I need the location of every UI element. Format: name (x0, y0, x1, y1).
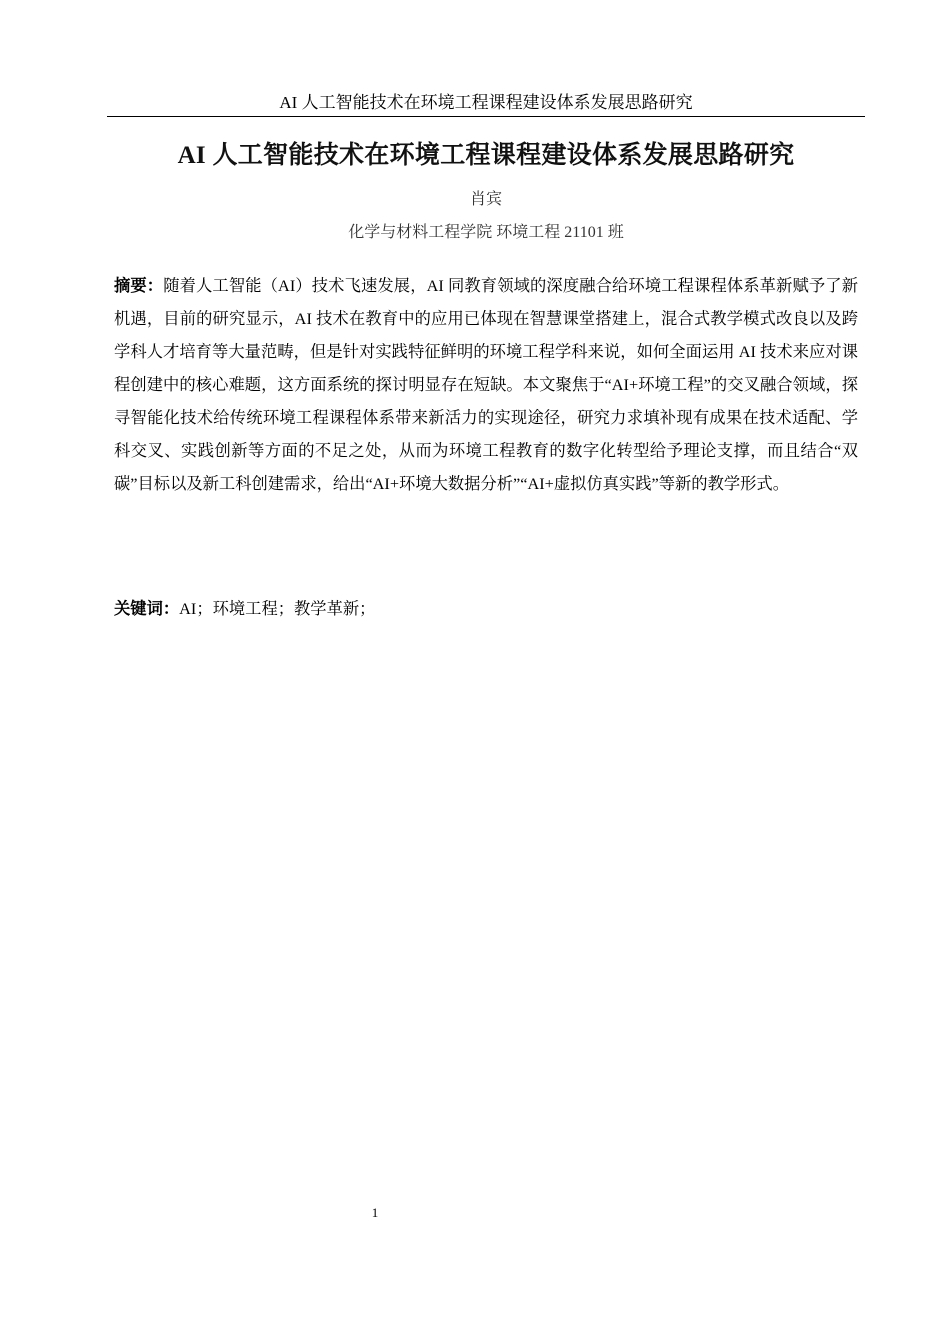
keywords-text: AI；环境工程；教学革新； (179, 599, 376, 618)
author-affiliation: 化学与材料工程学院 环境工程 21101 班 (348, 224, 624, 241)
header-rule (107, 116, 865, 117)
keywords-label: 关键词： (114, 599, 180, 618)
author-name: 肖宾 (469, 191, 502, 208)
running-header: AI 人工智能技术在环境工程课程建设体系发展思路研究 (279, 93, 693, 112)
keywords-line (114, 592, 858, 625)
abstract-paragraph (114, 269, 858, 500)
page-number: 1 (371, 1205, 379, 1220)
abstract-label: 摘要： (114, 276, 164, 295)
abstract-text: 随着人工智能（AI）技术飞速发展，AI 同教育领域的深度融合给环境工程课程体系革新赋予了新机遇，目前的研究显示，AI 技术在教育中的应用已体现在智慧课堂搭建上，混合式教学模式改良以及跨学科人才培育等大量范畴，但是针对实践特征鲜明的环境工程学科来说，如何全面运用 AI 技术来应对课程创建中的核心难题，这方面系统的探讨明显存在短缺。本文聚焦于“AI+环境工程”的交叉融合领域，探寻智能化技术给传统环境工程课程体系带来新活力的实现途径，研究力求填补现有成果在技术适配、学科交叉、实践创新等方面的不足之处，从而为环境工程教育的数字化转型给予理论支撑，而且结合“双碳”目标以及新工科创建需求，给出“AI+环境大数据分析”“AI+虚拟仿真实践”等新的教学形式。 (114, 276, 858, 493)
document-title: AI 人工智能技术在环境工程课程建设体系发展思路研究 (177, 142, 795, 169)
